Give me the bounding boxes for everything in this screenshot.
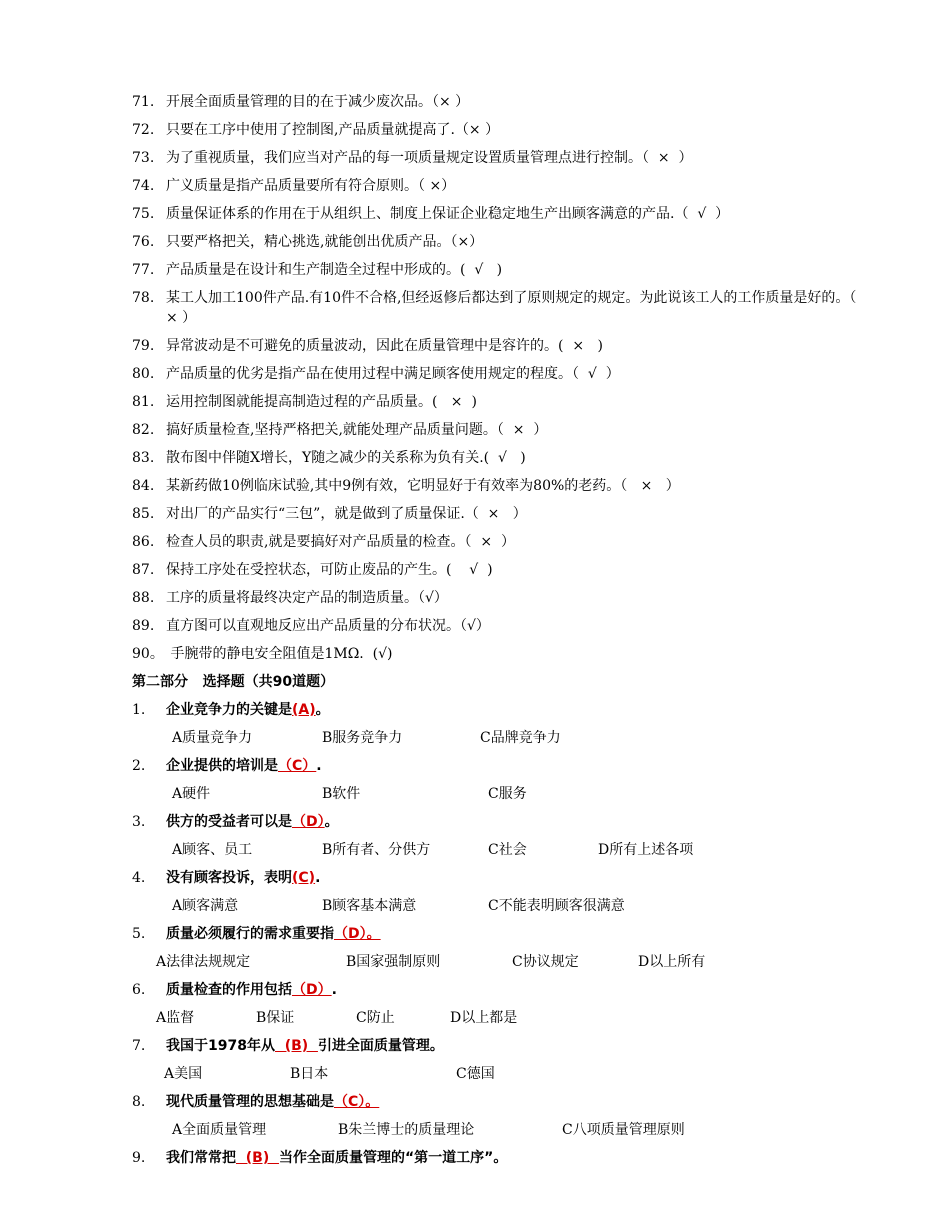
option: C社会 <box>488 842 527 858</box>
question-text: 工序的质量将最终决定产品的制造质量。（√） <box>166 590 448 606</box>
question-number: 74. <box>132 178 155 194</box>
option: B服务竞争力 <box>322 730 403 746</box>
question-stem: 企业竞争力的关键是(A)。 <box>166 702 330 718</box>
question-number: 6. <box>132 982 146 998</box>
question-number: 89. <box>132 618 155 634</box>
question-number: 73. <box>132 150 155 166</box>
question-number: 9. <box>132 1150 146 1166</box>
question-text: 质量保证体系的作用在于从组织上、制度上保证企业稳定地生产出顾客满意的产品.（ √ ） <box>166 206 730 222</box>
true-false-item <box>132 116 872 144</box>
question-stem: 质量必须履行的需求重要指（D）。 <box>166 926 381 942</box>
answer-mark: (C) <box>292 870 316 886</box>
option: A法律法规规定 <box>156 954 251 970</box>
question-number: 90。 <box>132 646 164 662</box>
question-number: 72. <box>132 122 155 138</box>
question-number: 7. <box>132 1038 146 1054</box>
option: C服务 <box>488 786 527 802</box>
true-false-item <box>132 584 872 612</box>
question-list <box>132 88 872 1172</box>
option: A顾客满意 <box>172 898 239 914</box>
question-number: 86. <box>132 534 155 550</box>
true-false-item <box>132 416 872 444</box>
option: D以上所有 <box>638 954 706 970</box>
true-false-item <box>132 528 872 556</box>
section-title: 第二部分 选择题（共90道题） <box>132 674 335 690</box>
choice-question <box>132 864 872 892</box>
question-text: 直方图可以直观地反应出产品质量的分布状况。（√） <box>166 618 490 634</box>
true-false-item <box>132 228 872 256</box>
question-stem: 我们常常把 (B) 当作全面质量管理的“第一道工序”。 <box>166 1150 508 1166</box>
question-number: 88. <box>132 590 155 606</box>
question-number: 83. <box>132 450 155 466</box>
option: C德国 <box>456 1066 495 1082</box>
true-false-item <box>132 556 872 584</box>
option-row <box>132 780 872 808</box>
option: B日本 <box>290 1066 329 1082</box>
option-row <box>132 836 872 864</box>
choice-question <box>132 696 872 724</box>
choice-question <box>132 1088 872 1116</box>
question-number: 85. <box>132 506 155 522</box>
choice-question <box>132 1032 872 1060</box>
option: A硬件 <box>172 786 211 802</box>
option: B所有者、分供方 <box>322 842 431 858</box>
question-text: 对出厂的产品实行“三包”，就是做到了质量保证.（ × ） <box>166 506 527 522</box>
question-number: 71. <box>132 94 155 110</box>
option-row <box>132 1060 872 1088</box>
option-row <box>132 948 872 976</box>
true-false-item <box>132 612 872 640</box>
choice-question <box>132 976 872 1004</box>
answer-mark: （C） <box>278 758 317 774</box>
true-false-item <box>132 332 872 360</box>
choice-question <box>132 752 872 780</box>
option: A美国 <box>164 1066 203 1082</box>
question-number: 75. <box>132 206 155 222</box>
answer-mark: (B) <box>274 1038 318 1054</box>
answer-mark: (A) <box>292 702 316 718</box>
option: C防止 <box>356 1010 395 1026</box>
question-number: 1. <box>132 702 146 718</box>
question-number: 77. <box>132 262 155 278</box>
question-text: 保持工序处在受控状态，可防止废品的产生。( √ ) <box>166 562 493 578</box>
true-false-item <box>132 388 872 416</box>
option: C不能表明顾客很满意 <box>488 898 625 914</box>
question-number: 2. <box>132 758 146 774</box>
question-number: 4. <box>132 870 146 886</box>
choice-question <box>132 808 872 836</box>
answer-mark: （C）。 <box>334 1094 380 1110</box>
option: B朱兰博士的质量理论 <box>338 1122 475 1138</box>
option: B国家强制原则 <box>346 954 441 970</box>
answer-mark: （D）。 <box>334 926 381 942</box>
question-number: 81. <box>132 394 155 410</box>
option-row <box>132 1004 872 1032</box>
question-stem: 我国于1978年从 (B) 引进全面质量管理。 <box>166 1038 444 1054</box>
question-text: 搞好质量检查,坚持严格把关,就能处理产品质量问题。（ × ） <box>166 422 548 438</box>
true-false-item <box>132 472 872 500</box>
question-text: 异常波动是不可避免的质量波动，因此在质量管理中是容许的。( × ) <box>166 338 603 354</box>
option: C八项质量管理原则 <box>562 1122 685 1138</box>
true-false-item <box>132 360 872 388</box>
option: A质量竞争力 <box>172 730 253 746</box>
option: A全面质量管理 <box>172 1122 267 1138</box>
question-text: 散布图中伴随X增长，Y随之减少的关系称为负有关.( √ ) <box>166 450 526 466</box>
question-text: 某新药做10例临床试验,其中9例有效，它明显好于有效率为80%的老药。（ × ） <box>166 478 680 494</box>
question-text: 手腕带的静电安全阻值是1MΩ. (√) <box>166 646 393 662</box>
true-false-item <box>132 640 872 668</box>
option: C品牌竞争力 <box>480 730 561 746</box>
choice-question <box>132 920 872 948</box>
question-text: 运用控制图就能提高制造过程的产品质量。( × ) <box>166 394 477 410</box>
true-false-item <box>132 256 872 284</box>
question-stem: 供方的受益者可以是（D）。 <box>166 814 339 830</box>
true-false-item <box>132 88 872 116</box>
question-text: 某工人加工100件产品.有10件不合格,但经返修后都达到了原则规定的规定。为此说该工人的工作质量是好的。（ × ） <box>166 290 857 326</box>
true-false-item <box>132 284 872 332</box>
question-number: 87. <box>132 562 155 578</box>
question-number: 76. <box>132 234 155 250</box>
option: B保证 <box>256 1010 295 1026</box>
true-false-item <box>132 172 872 200</box>
option: D以上都是 <box>450 1010 518 1026</box>
true-false-item <box>132 144 872 172</box>
option: C协议规定 <box>512 954 579 970</box>
choice-question <box>132 1144 872 1172</box>
option-row <box>132 892 872 920</box>
option-row <box>132 724 872 752</box>
question-stem: 企业提供的培训是（C）. <box>166 758 322 774</box>
true-false-item <box>132 500 872 528</box>
true-false-item <box>132 444 872 472</box>
question-text: 开展全面质量管理的目的在于减少废次品。（× ） <box>166 94 470 110</box>
option: B顾客基本满意 <box>322 898 417 914</box>
question-stem: 没有顾客投诉，表明(C). <box>166 870 321 886</box>
question-number: 80. <box>132 366 155 382</box>
question-text: 只要严格把关，精心挑选,就能创出优质产品。（×） <box>166 234 484 250</box>
option-row <box>132 1116 872 1144</box>
question-number: 8. <box>132 1094 146 1110</box>
question-number: 5. <box>132 926 146 942</box>
question-number: 84. <box>132 478 155 494</box>
question-text: 产品质量是在设计和生产制造全过程中形成的。( √ ) <box>166 262 503 278</box>
question-number: 3. <box>132 814 146 830</box>
answer-mark: （D） <box>292 982 332 998</box>
question-number: 82. <box>132 422 155 438</box>
question-text: 为了重视质量，我们应当对产品的每一项质量规定设置质量管理点进行控制。（ × ） <box>166 150 693 166</box>
true-false-item <box>132 200 872 228</box>
question-number: 78. <box>132 290 155 306</box>
answer-mark: (B) <box>236 1150 279 1166</box>
option: A监督 <box>156 1010 195 1026</box>
question-stem: 现代质量管理的思想基础是（C）。 <box>166 1094 380 1110</box>
option: D所有上述各项 <box>598 842 694 858</box>
option: A顾客、员工 <box>172 842 253 858</box>
question-text: 产品质量的优劣是指产品在使用过程中满足顾客使用规定的程度。（ √ ） <box>166 366 620 382</box>
question-text: 检查人员的职责,就是要搞好对产品质量的检查。（ × ） <box>166 534 515 550</box>
question-text: 只要在工序中使用了控制图,产品质量就提高了.（× ） <box>166 122 500 138</box>
question-number: 79. <box>132 338 155 354</box>
question-stem: 质量检查的作用包括（D）. <box>166 982 337 998</box>
option: B软件 <box>322 786 361 802</box>
question-text: 广义质量是指产品质量要所有符合原则。（ ×） <box>166 178 456 194</box>
answer-mark: （D） <box>292 814 325 830</box>
